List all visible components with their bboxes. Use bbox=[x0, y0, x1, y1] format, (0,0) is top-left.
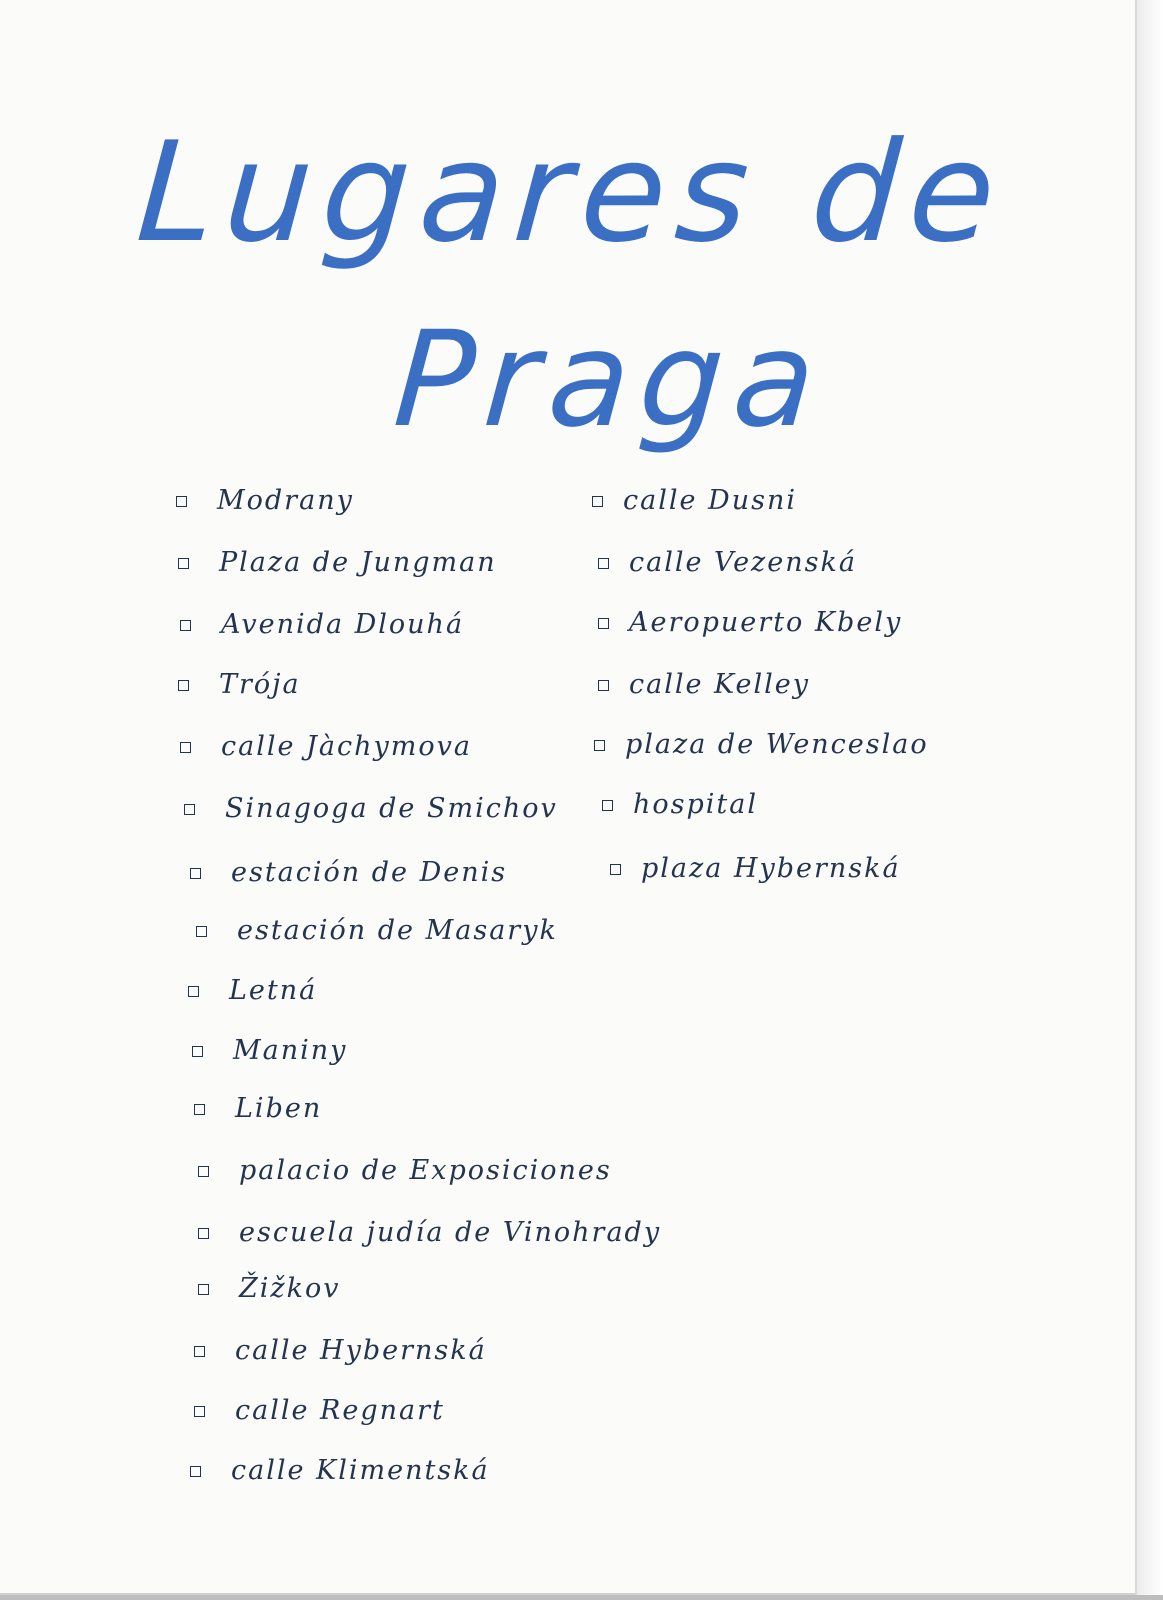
checkbox-icon bbox=[184, 804, 195, 815]
list-item-label: Avenida Dlouhá bbox=[221, 609, 465, 640]
checkbox-icon bbox=[180, 742, 191, 753]
list-item bbox=[190, 1454, 490, 1488]
list-item bbox=[194, 1394, 445, 1428]
list-item bbox=[602, 788, 758, 822]
list-item-label: calle Regnart bbox=[235, 1395, 445, 1426]
list-item bbox=[592, 484, 797, 518]
checkbox-icon bbox=[180, 620, 191, 631]
page-bottom-shadow bbox=[0, 1595, 1163, 1600]
checkbox-icon bbox=[188, 986, 199, 997]
list-item bbox=[598, 546, 857, 580]
list-item bbox=[198, 1154, 612, 1188]
list-item-label: Sinagoga de Smichov bbox=[225, 793, 558, 824]
checkbox-icon bbox=[592, 496, 603, 507]
checkbox-icon bbox=[178, 680, 189, 691]
list-item-label: Žižkov bbox=[239, 1273, 341, 1304]
list-item bbox=[598, 606, 902, 640]
list-item-label: Letná bbox=[229, 975, 318, 1006]
list-item-label: Liben bbox=[235, 1093, 323, 1124]
list-item-label: Plaza de Jungman bbox=[219, 547, 497, 578]
checkbox-icon bbox=[190, 868, 201, 879]
list-item bbox=[188, 974, 317, 1008]
list-item-label: Modrany bbox=[217, 485, 354, 516]
list-item-label: Trója bbox=[219, 669, 301, 700]
checkbox-icon bbox=[196, 926, 207, 937]
list-item bbox=[180, 730, 472, 764]
list-item-label: estación de Masaryk bbox=[237, 915, 558, 946]
list-item bbox=[198, 1272, 341, 1306]
list-item bbox=[178, 668, 301, 702]
list-item-label: plaza Hybernská bbox=[641, 853, 901, 884]
list-item bbox=[194, 1092, 322, 1126]
list-item-label: escuela judía de Vinohrady bbox=[239, 1217, 662, 1248]
list-item-label: calle Vezenská bbox=[629, 547, 857, 578]
checkbox-icon bbox=[178, 558, 189, 569]
checkbox-icon bbox=[194, 1346, 205, 1357]
list-item bbox=[180, 608, 464, 642]
checkbox-icon bbox=[598, 680, 609, 691]
list-item bbox=[194, 1334, 487, 1368]
list-item bbox=[610, 852, 901, 886]
checkbox-icon bbox=[610, 864, 621, 875]
page-title-line-1: Lugares de bbox=[132, 112, 1011, 273]
list-item bbox=[192, 1034, 347, 1068]
list-item bbox=[184, 792, 558, 826]
list-item-label: plaza de Wenceslao bbox=[625, 729, 929, 760]
list-item bbox=[176, 484, 354, 518]
page-edge-shadow bbox=[1137, 0, 1163, 1600]
list-item-label: calle Dusni bbox=[623, 485, 797, 516]
list-item-label: calle Hybernská bbox=[235, 1335, 487, 1366]
list-item-label: calle Kelley bbox=[629, 669, 810, 700]
list-item-label: Aeropuerto Kbely bbox=[629, 607, 903, 638]
checkbox-icon bbox=[594, 740, 605, 751]
checkbox-icon bbox=[598, 618, 609, 629]
checkbox-icon bbox=[198, 1228, 209, 1239]
list-item bbox=[198, 1216, 661, 1250]
list-item bbox=[196, 914, 558, 948]
checkbox-icon bbox=[190, 1466, 201, 1477]
list-item-label: hospital bbox=[633, 789, 759, 820]
page-title-line-2: Praga bbox=[389, 303, 830, 457]
checkbox-icon bbox=[176, 496, 187, 507]
checkbox-icon bbox=[602, 800, 613, 811]
checkbox-icon bbox=[198, 1166, 209, 1177]
list-item-label: estación de Denis bbox=[231, 857, 508, 888]
list-item-label: palacio de Exposiciones bbox=[239, 1155, 612, 1186]
checkbox-icon bbox=[198, 1284, 209, 1295]
list-item-label: calle Klimentská bbox=[231, 1455, 490, 1486]
list-item bbox=[190, 856, 507, 890]
checkbox-icon bbox=[192, 1046, 203, 1057]
checkbox-icon bbox=[194, 1406, 205, 1417]
checkbox-icon bbox=[194, 1104, 205, 1115]
list-item bbox=[598, 668, 810, 702]
list-item-label: calle Jàchymova bbox=[221, 731, 472, 762]
checkbox-icon bbox=[598, 558, 609, 569]
list-item bbox=[178, 546, 497, 580]
list-item-label: Maniny bbox=[233, 1035, 348, 1066]
list-item bbox=[594, 728, 929, 762]
